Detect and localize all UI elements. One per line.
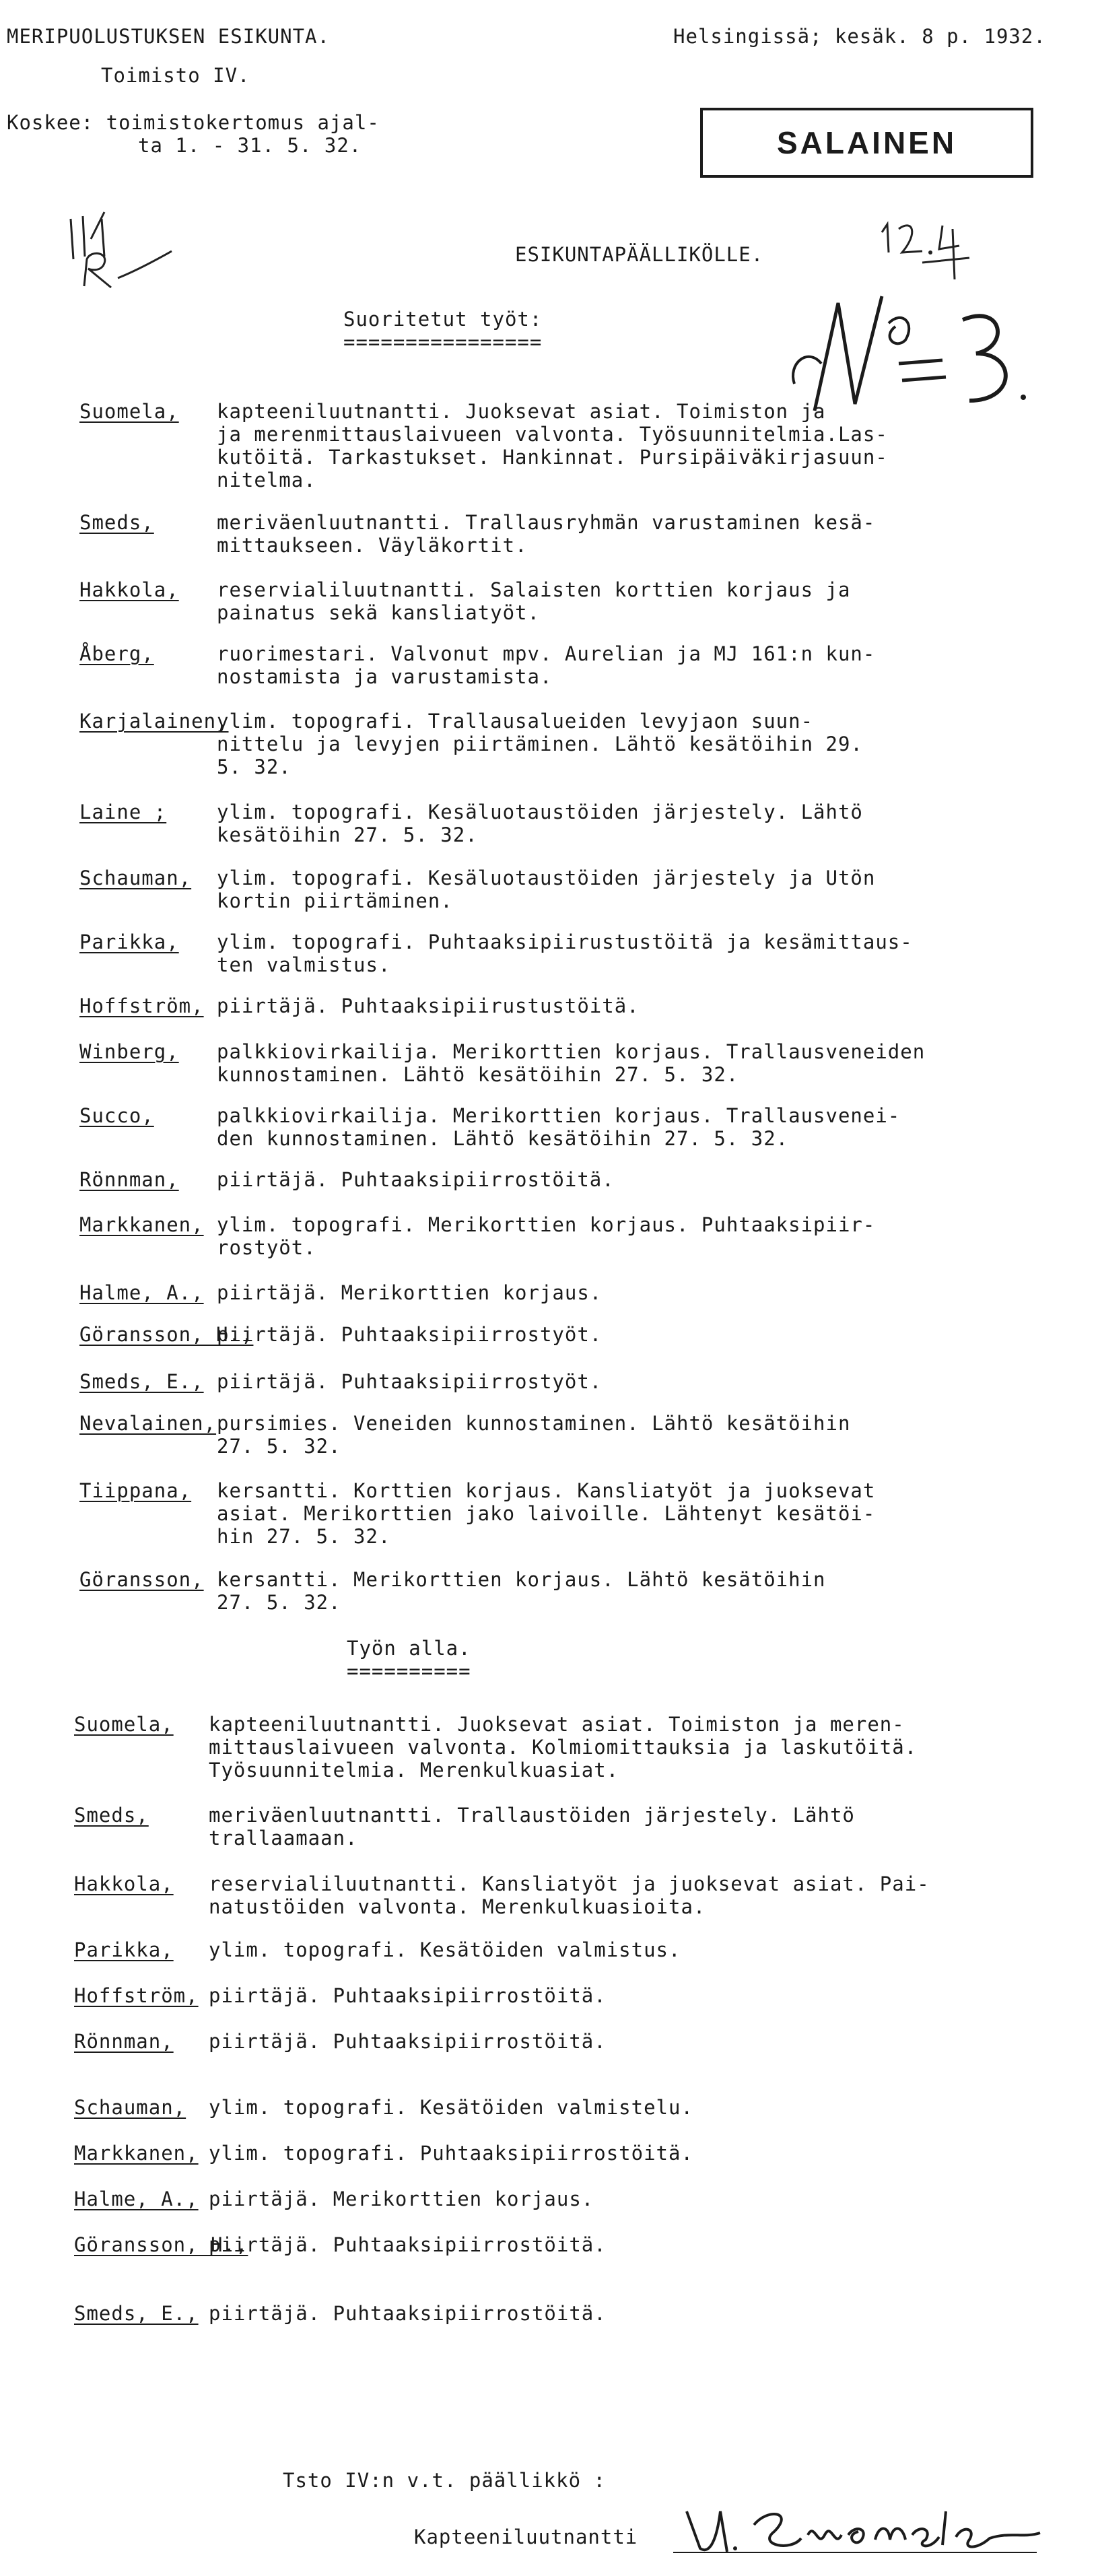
completed-entry-name: Göransson, [79,1568,204,1591]
completed-entry-name: Suomela, [79,400,179,423]
in_progress-entry-name: Smeds, [74,1804,149,1827]
completed-entry-name: Karjalainen, [79,710,229,733]
completed-entry-text-line: 27. 5. 32. [217,1591,341,1614]
completed-entry-name: Nevalainen, [79,1412,217,1435]
completed-heading: Suoritetut työt: [343,308,543,331]
completed-entry-text-line: ylim. topografi. Trallausalueiden levyjaon suun- [217,710,814,733]
in_progress-entry-text-line: piirtäjä. Merikorttien korjaus. [209,2188,594,2210]
in_progress-entry-text-line: piirtäjä. Puhtaaksipiirrostöitä. [209,2233,607,2256]
in_progress-entry-text-line: reservialiluutnantti. Kansliatyöt ja juoksevat asiat. Pai- [209,1872,930,1895]
completed-entry-text-line: palkkiovirkailija. Merikorttien korjaus. Trallausvenei- [217,1104,901,1127]
in_progress-entry-name: Göransson, H., [74,2233,248,2256]
completed-entry-text-line: ylim. topografi. Kesäluotaustöiden järjestely. Lähtö [217,801,863,823]
completed-entry-name: Succo, [79,1104,154,1127]
completed-entry-text-line: piirtäjä. Puhtaaksipiirrostyöt. [217,1323,603,1346]
completed-entry-text-line: piirtäjä. Merikorttien korjaus. [217,1281,603,1304]
in_progress-entry-text-line: mittauslaivueen valvonta. Kolmiomittauksia ja laskutöitä. [209,1736,918,1759]
completed-entry-text-line: meriväenluutnantti. Trallausryhmän varustaminen kesä- [217,511,876,534]
completed-entry-name: Åberg, [79,642,154,665]
completed-entry-text-line: piirtäjä. Puhtaaksipiirrostyöt. [217,1370,603,1393]
subject-line-1: Koskee: toimistokertomus ajal- [7,111,380,134]
completed-entry-text-line: ten valmistus. [217,953,391,976]
in_progress-entry-text-line: Työsuunnitelmia. Merenkulkuasiat. [209,1759,619,1782]
signoff-line-2: Kapteeniluutnantti [414,2526,638,2548]
classification-stamp [700,108,1033,178]
in_progress-entry-name: Schauman, [74,2096,186,2119]
completed-entry-text-line: piirtäjä. Puhtaaksipiirustustöitä. [217,994,640,1017]
completed-entry-text-line: nitelma. [217,469,316,492]
completed-entry-name: Smeds, [79,511,154,534]
place-date: Helsingissä; kesäk. 8 p. 1932. [673,25,1046,48]
in-progress-heading: Työn alla. [347,1637,471,1660]
completed-entry-text-line: kortin piirtäminen. [217,889,453,912]
in-progress-heading-rule: ========== [347,1660,471,1683]
completed-heading-rule: ================ [343,331,543,353]
in_progress-entry-name: Smeds, E., [74,2302,199,2325]
completed-entry-text-line: asiat. Merikorttien jako laivoille. Lähtenyt kesätöi- [217,1502,876,1525]
completed-entry-text-line: kunnostaminen. Lähtö kesätöihin 27. 5. 32. [217,1063,739,1086]
completed-entry-text-line: kapteeniluutnantti. Juoksevat asiat. Toimiston ja [217,400,826,423]
completed-entry-text-line: den kunnostaminen. Lähtö kesätöihin 27. 5. 32. [217,1127,789,1150]
completed-entry-text-line: pursimies. Veneiden kunnostaminen. Lähtö kesätöihin [217,1412,851,1435]
completed-entry-name: Laine ; [79,801,167,823]
in_progress-entry-name: Parikka, [74,1938,174,1961]
in_progress-entry-text-line: piirtäjä. Puhtaaksipiirrostöitä. [209,2302,607,2325]
signature-underline [673,2552,1037,2553]
in_progress-entry-name: Rönnman, [74,2030,174,2053]
in_progress-entry-name: Hoffström, [74,1984,199,2007]
completed-entry-text-line: kersantti. Merikorttien korjaus. Lähtö kesätöihin [217,1568,826,1591]
in_progress-entry-text-line: ylim. topografi. Kesätöiden valmistus. [209,1938,681,1961]
completed-entry-text-line: painatus sekä kansliatyöt. [217,601,540,624]
completed-entry-name: Hakkola, [79,578,179,601]
completed-entry-text-line: ylim. topografi. Puhtaaksipiirustustöitä ja kesämittaus- [217,930,913,953]
completed-entry-text-line: ylim. topografi. Merikorttien korjaus. Puhtaaksipiir- [217,1213,876,1236]
in_progress-entry-text-line: natustöiden valvonta. Merenkulkuasioita. [209,1895,706,1918]
in_progress-entry-text-line: ylim. topografi. Kesätöiden valmistelu. [209,2096,693,2119]
completed-entry-text-line: kutöitä. Tarkastukset. Hankinnat. Pursipäiväkirjasuun- [217,446,888,469]
in_progress-entry-text-line: piirtäjä. Puhtaaksipiirrostöitä. [209,1984,607,2007]
completed-entry-name: Schauman, [79,867,192,889]
completed-entry-name: Hoffström, [79,994,204,1017]
completed-entry-name: Göransson, H., [79,1323,254,1346]
completed-entry-name: Rönnman, [79,1168,179,1191]
completed-entry-text-line: rostyöt. [217,1236,316,1259]
completed-entry-text-line: 5. 32. [217,755,291,778]
completed-entry-name: Winberg, [79,1040,179,1063]
completed-entry-name: Smeds, E., [79,1370,204,1393]
in_progress-entry-name: Suomela, [74,1713,174,1736]
completed-entry-name: Halme, A., [79,1281,204,1304]
completed-entry-text-line: palkkiovirkailija. Merikorttien korjaus. Trallausveneiden [217,1040,926,1063]
in_progress-entry-text-line: piirtäjä. Puhtaaksipiirrostöitä. [209,2030,607,2053]
in_progress-entry-name: Hakkola, [74,1872,174,1895]
completed-entry-text-line: nostamista ja varustamista. [217,665,553,688]
completed-entry-text-line: ruorimestari. Valvonut mpv. Aurelian ja MJ 161:n kun- [217,642,876,665]
in_progress-entry-text-line: ylim. topografi. Puhtaaksipiirrostöitä. [209,2142,693,2165]
completed-entry-text-line: nittelu ja levyjen piirtäminen. Lähtö kesätöihin 29. [217,733,863,755]
completed-entry-text-line: mittaukseen. Väyläkortit. [217,534,528,557]
completed-entry-name: Parikka, [79,930,179,953]
handwritten-signature [673,2498,1050,2565]
in_progress-entry-name: Halme, A., [74,2188,199,2210]
completed-entry-text-line: kersantti. Korttien korjaus. Kansliatyöt ja juoksevat [217,1479,876,1502]
subject-line-2: ta 1. - 31. 5. 32. [138,134,362,157]
handwritten-date-mark [875,212,976,286]
completed-entry-name: Tiippana, [79,1479,192,1502]
completed-entry-text-line: 27. 5. 32. [217,1435,341,1458]
in_progress-entry-text-line: kapteeniluutnantti. Juoksevat asiat. Toimiston ja meren- [209,1713,905,1736]
completed-entry-name: Markkanen, [79,1213,204,1236]
completed-entry-text-line: kesätöihin 27. 5. 32. [217,823,478,846]
completed-entry-text-line: reservialiluutnantti. Salaisten korttien korjaus ja [217,578,851,601]
completed-entry-text-line: piirtäjä. Puhtaaksipiirrostöitä. [217,1168,615,1191]
completed-entry-text-line: ylim. topografi. Kesäluotaustöiden järjestely ja Utön [217,867,876,889]
classification-label: SALAINEN [776,125,957,160]
org-name: MERIPUOLUSTUKSEN ESIKUNTA. [7,25,330,48]
in_progress-entry-name: Markkanen, [74,2142,199,2165]
office-name: Toimisto IV. [101,64,250,87]
completed-entry-text-line: hin 27. 5. 32. [217,1525,391,1548]
signoff-line-1: Tsto IV:n v.t. päällikkö : [283,2469,606,2492]
handwritten-initials-mark [64,192,185,293]
in_progress-entry-text-line: trallaamaan. [209,1827,358,1850]
in_progress-entry-text-line: meriväenluutnantti. Trallaustöiden järjestely. Lähtö [209,1804,855,1827]
addressee: ESIKUNTAPÄÄLLIKÖLLE. [515,243,764,266]
completed-entry-text-line: ja merenmittauslaivueen valvonta. Työsuunnitelmia.Las- [217,423,888,446]
